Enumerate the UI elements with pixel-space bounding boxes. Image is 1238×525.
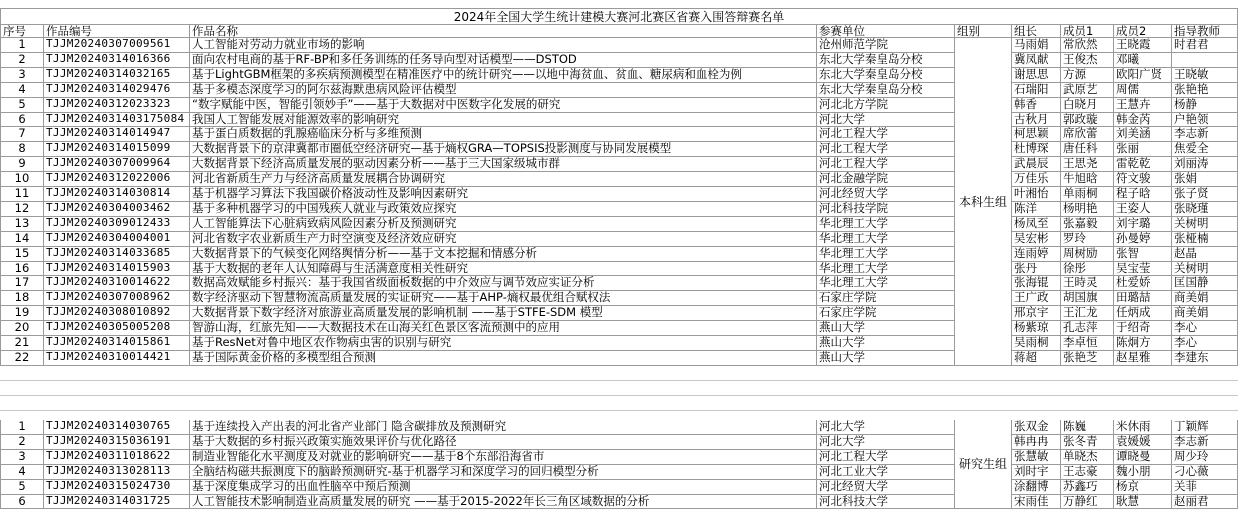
member1[interactable]: 常欣然 bbox=[1061, 38, 1114, 53]
work-id[interactable]: TJJM2024031403175084 bbox=[44, 113, 190, 127]
work-name[interactable]: “数字赋能中医，智能引领妙手”——基于大数据对中医数字化发展的研究 bbox=[190, 98, 817, 113]
member1[interactable]: 张艳芝 bbox=[1061, 351, 1114, 366]
leader[interactable]: 石瑞阳 bbox=[1012, 83, 1061, 98]
member1[interactable]: 牛旭晗 bbox=[1061, 172, 1114, 187]
member1[interactable]: 方源 bbox=[1061, 68, 1114, 83]
row-index[interactable]: 9 bbox=[0, 157, 44, 172]
member2[interactable]: 陈炯方 bbox=[1114, 336, 1172, 351]
row-index[interactable]: 6 bbox=[0, 113, 44, 127]
advisor[interactable]: 张桠楠 bbox=[1172, 232, 1238, 247]
header-work-name[interactable]: 作品名称 bbox=[190, 25, 817, 38]
unit[interactable]: 河北工业大学 bbox=[817, 465, 955, 480]
member2[interactable]: 符文骏 bbox=[1114, 172, 1172, 187]
work-id[interactable]: TJJM20240314031725 bbox=[44, 495, 190, 509]
row-index[interactable]: 4 bbox=[0, 83, 44, 98]
advisor[interactable]: 商美娟 bbox=[1172, 291, 1238, 306]
leader[interactable]: 吴雨桐 bbox=[1012, 336, 1061, 351]
row-index[interactable]: 3 bbox=[0, 450, 44, 465]
member2[interactable]: 王晓霞 bbox=[1114, 38, 1172, 53]
work-id[interactable]: TJJM20240312023323 bbox=[44, 98, 190, 113]
row-index[interactable]: 10 bbox=[0, 172, 44, 187]
work-name[interactable]: 人工智能对劳动力就业市场的影响 bbox=[190, 38, 817, 53]
unit[interactable]: 华北理工大学 bbox=[817, 217, 955, 232]
member2[interactable]: 袁媛媛 bbox=[1114, 435, 1172, 450]
advisor[interactable]: 商美娟 bbox=[1172, 306, 1238, 321]
leader[interactable]: 谢思思 bbox=[1012, 68, 1061, 83]
unit[interactable]: 河北工程大学 bbox=[817, 450, 955, 465]
member2[interactable]: 雷乾乾 bbox=[1114, 157, 1172, 172]
work-id[interactable]: TJJM20240314029476 bbox=[44, 83, 190, 98]
unit[interactable]: 河北北方学院 bbox=[817, 98, 955, 113]
work-id[interactable]: TJJM20240307009964 bbox=[44, 157, 190, 172]
unit[interactable]: 华北理工大学 bbox=[817, 262, 955, 276]
member2[interactable]: 张丽 bbox=[1114, 142, 1172, 157]
work-id[interactable]: TJJM20240315024730 bbox=[44, 480, 190, 495]
work-name[interactable]: 全脑结构磁共振测度下的脑龄预测研究-基于机器学习和深度学习的回归模型分析 bbox=[190, 465, 817, 480]
advisor[interactable]: 焦爱全 bbox=[1172, 142, 1238, 157]
member2[interactable]: 王慧卉 bbox=[1114, 98, 1172, 113]
advisor[interactable]: 李建东 bbox=[1172, 351, 1238, 366]
row-index[interactable]: 8 bbox=[0, 142, 44, 157]
member1[interactable]: 胡国旗 bbox=[1061, 291, 1114, 306]
row-index[interactable]: 15 bbox=[0, 247, 44, 262]
unit[interactable]: 河北工程大学 bbox=[817, 142, 955, 157]
leader[interactable]: 蒋超 bbox=[1012, 351, 1061, 366]
advisor[interactable]: 李心 bbox=[1172, 336, 1238, 351]
row-index[interactable]: 19 bbox=[0, 306, 44, 321]
member1[interactable]: 单晓杰 bbox=[1061, 450, 1114, 465]
header-work-id[interactable]: 作品编号 bbox=[44, 25, 190, 38]
row-index[interactable]: 18 bbox=[0, 291, 44, 306]
empty-row bbox=[0, 366, 1238, 381]
member1[interactable]: 徐彤 bbox=[1061, 262, 1114, 276]
advisor[interactable]: 张艳艳 bbox=[1172, 83, 1238, 98]
member1[interactable]: 王志豪 bbox=[1061, 465, 1114, 480]
work-id[interactable]: TJJM20240309012433 bbox=[44, 217, 190, 232]
header-group[interactable]: 组别 bbox=[955, 25, 1012, 38]
member2[interactable]: 于绍奇 bbox=[1114, 321, 1172, 336]
row-index[interactable]: 6 bbox=[0, 495, 44, 509]
sheet-title[interactable]: 2024年全国大学生统计建模大赛河北赛区省赛入围答辩赛名单 bbox=[0, 8, 1238, 25]
leader[interactable]: 陈洋 bbox=[1012, 202, 1061, 217]
advisor[interactable]: 匡国静 bbox=[1172, 276, 1238, 291]
member2[interactable]: 耿慧 bbox=[1114, 495, 1172, 509]
leader[interactable]: 韩香 bbox=[1012, 98, 1061, 113]
row-index[interactable]: 5 bbox=[0, 98, 44, 113]
leader[interactable]: 韩冉冉 bbox=[1012, 435, 1061, 450]
advisor[interactable]: 李心 bbox=[1172, 321, 1238, 336]
header-unit[interactable]: 参赛单位 bbox=[817, 25, 955, 38]
member1[interactable]: 武原艺 bbox=[1061, 83, 1114, 98]
advisor[interactable]: 周少玲 bbox=[1172, 450, 1238, 465]
member2[interactable]: 刘美涵 bbox=[1114, 127, 1172, 142]
member2[interactable]: 欧阳广贤 bbox=[1114, 68, 1172, 83]
work-id[interactable]: TJJM20240314032165 bbox=[44, 68, 190, 83]
work-id[interactable]: TJJM20240314033685 bbox=[44, 247, 190, 262]
advisor[interactable]: 张子贤 bbox=[1172, 187, 1238, 202]
member2[interactable]: 魏小朋 bbox=[1114, 465, 1172, 480]
header-member2[interactable]: 成员2 bbox=[1114, 25, 1172, 38]
unit[interactable]: 石家庄学院 bbox=[817, 306, 955, 321]
advisor[interactable]: 关树明 bbox=[1172, 262, 1238, 276]
work-name[interactable]: 基于蛋白质数据的乳腺癌临床分析与多维预测 bbox=[190, 127, 817, 142]
leader[interactable]: 杨凤至 bbox=[1012, 217, 1061, 232]
member1[interactable]: 郭政璇 bbox=[1061, 113, 1114, 127]
unit[interactable]: 东北大学秦皇岛分校 bbox=[817, 68, 955, 83]
unit[interactable]: 河北经贸大学 bbox=[817, 187, 955, 202]
member1[interactable]: 苏鑫巧 bbox=[1061, 480, 1114, 495]
work-name[interactable]: 面向农村电商的基于RF-BP和多任务训练的任务导向型对话模型——DSTOD bbox=[190, 53, 817, 68]
advisor[interactable]: 李志新 bbox=[1172, 435, 1238, 450]
work-name[interactable]: 人工智能技术影响制造业高质量发展的研究 ——基于2015-2022年长三角区域数据的分析 bbox=[190, 495, 817, 509]
row-index[interactable]: 11 bbox=[0, 187, 44, 202]
work-id[interactable]: TJJM20240312022006 bbox=[44, 172, 190, 187]
leader[interactable]: 邢京宇 bbox=[1012, 306, 1061, 321]
member1[interactable]: 白晓月 bbox=[1061, 98, 1114, 113]
unit[interactable]: 河北大学 bbox=[817, 420, 955, 435]
advisor[interactable]: 赵丽君 bbox=[1172, 495, 1238, 509]
row-index[interactable]: 3 bbox=[0, 68, 44, 83]
member2[interactable]: 刘宇璐 bbox=[1114, 217, 1172, 232]
row-index[interactable]: 5 bbox=[0, 480, 44, 495]
work-id[interactable]: TJJM20240310014622 bbox=[44, 276, 190, 291]
unit[interactable]: 东北大学秦皇岛分校 bbox=[817, 53, 955, 68]
member2[interactable]: 杨京 bbox=[1114, 480, 1172, 495]
work-id[interactable]: TJJM20240304003462 bbox=[44, 202, 190, 217]
row-index[interactable]: 12 bbox=[0, 202, 44, 217]
member1[interactable]: 张冬青 bbox=[1061, 435, 1114, 450]
member2[interactable]: 程子晗 bbox=[1114, 187, 1172, 202]
leader[interactable]: 冀凤献 bbox=[1012, 53, 1061, 68]
member1[interactable]: 王俊杰 bbox=[1061, 53, 1114, 68]
leader[interactable]: 连雨婷 bbox=[1012, 247, 1061, 262]
advisor[interactable]: 赵晶 bbox=[1172, 247, 1238, 262]
member2[interactable]: 邓曦 bbox=[1114, 53, 1172, 68]
work-id[interactable]: TJJM20240311018622 bbox=[44, 450, 190, 465]
advisor[interactable]: 王晓敏 bbox=[1172, 68, 1238, 83]
work-name[interactable]: 大数据背景下的气候变化网络舆情分析——基于文本挖掘和情感分析 bbox=[190, 247, 817, 262]
work-name[interactable]: 基于深度集成学习的出血性脑卒中预后预测 bbox=[190, 480, 817, 495]
member2[interactable]: 赵星雅 bbox=[1114, 351, 1172, 366]
unit[interactable]: 河北金融学院 bbox=[817, 172, 955, 187]
row-index[interactable]: 20 bbox=[0, 321, 44, 336]
advisor[interactable]: 时君君 bbox=[1172, 38, 1238, 53]
row-index[interactable]: 13 bbox=[0, 217, 44, 232]
advisor[interactable]: 刁心薇 bbox=[1172, 465, 1238, 480]
advisor[interactable]: 关树明 bbox=[1172, 217, 1238, 232]
member1[interactable]: 杨明艳 bbox=[1061, 202, 1114, 217]
advisor[interactable]: 刘丽涛 bbox=[1172, 157, 1238, 172]
unit[interactable]: 沧州师范学院 bbox=[817, 38, 955, 53]
row-index[interactable]: 16 bbox=[0, 262, 44, 276]
row-index[interactable]: 1 bbox=[0, 420, 44, 435]
unit[interactable]: 河北科技大学 bbox=[817, 495, 955, 509]
empty-row bbox=[0, 396, 1238, 411]
advisor[interactable] bbox=[1172, 53, 1238, 68]
group-name-1[interactable]: 研究生组 bbox=[955, 420, 1012, 509]
member2[interactable]: 周儒 bbox=[1114, 83, 1172, 98]
row-index[interactable]: 21 bbox=[0, 336, 44, 351]
work-name[interactable]: 大数据背景下数字经济对旅游业高质量发展的影响机制 ——基于STFE-SDM 模型 bbox=[190, 306, 817, 321]
work-id[interactable]: TJJM20240314014947 bbox=[44, 127, 190, 142]
member1[interactable]: 陈巍 bbox=[1061, 420, 1114, 435]
work-id[interactable]: TJJM20240314030814 bbox=[44, 187, 190, 202]
leader[interactable]: 吴宏彬 bbox=[1012, 232, 1061, 247]
work-id[interactable]: TJJM20240314015861 bbox=[44, 336, 190, 351]
work-name[interactable]: 基于大数据的老年人认知障碍与生活满意度相关性研究 bbox=[190, 262, 817, 276]
member1[interactable]: 席欣蕾 bbox=[1061, 127, 1114, 142]
unit[interactable]: 东北大学秦皇岛分校 bbox=[817, 83, 955, 98]
work-id[interactable]: TJJM20240315036191 bbox=[44, 435, 190, 450]
advisor[interactable]: 关菲 bbox=[1172, 480, 1238, 495]
header-index[interactable]: 序号 bbox=[0, 25, 44, 38]
member1[interactable]: 王汇龙 bbox=[1061, 306, 1114, 321]
row-index[interactable]: 17 bbox=[0, 276, 44, 291]
work-name[interactable]: 基于连续投入产出表的河北省产业部门 隐含碳排放及预测研究 bbox=[190, 420, 817, 435]
member1[interactable]: 王時灵 bbox=[1061, 276, 1114, 291]
work-name[interactable]: 河北省新质生产力与经济高质量发展耦合协调研究 bbox=[190, 172, 817, 187]
unit[interactable]: 燕山大学 bbox=[817, 321, 955, 336]
unit[interactable]: 燕山大学 bbox=[817, 336, 955, 351]
work-name[interactable]: 基于国际黄金价格的多模型组合预测 bbox=[190, 351, 817, 366]
member2[interactable]: 谭晓曼 bbox=[1114, 450, 1172, 465]
leader[interactable]: 张慧敏 bbox=[1012, 450, 1061, 465]
leader[interactable]: 张海锟 bbox=[1012, 276, 1061, 291]
member2[interactable]: 孙曼婷 bbox=[1114, 232, 1172, 247]
work-id[interactable]: TJJM20240314015903 bbox=[44, 262, 190, 276]
member1[interactable]: 单雨桐 bbox=[1061, 187, 1114, 202]
leader[interactable]: 宋雨佳 bbox=[1012, 495, 1061, 509]
member1[interactable]: 唐任科 bbox=[1061, 142, 1114, 157]
advisor[interactable]: 李志新 bbox=[1172, 127, 1238, 142]
advisor[interactable]: 张晓瑾 bbox=[1172, 202, 1238, 217]
unit[interactable]: 华北理工大学 bbox=[817, 247, 955, 262]
work-name[interactable]: 基于机器学习算法下我国碳价格波动性及影响因素研究 bbox=[190, 187, 817, 202]
leader[interactable]: 杨紫琼 bbox=[1012, 321, 1061, 336]
unit[interactable]: 河北科技学院 bbox=[817, 202, 955, 217]
leader[interactable]: 刘时宇 bbox=[1012, 465, 1061, 480]
row-index[interactable]: 4 bbox=[0, 465, 44, 480]
work-id[interactable]: TJJM20240308010892 bbox=[44, 306, 190, 321]
work-id[interactable]: TJJM20240307009561 bbox=[44, 38, 190, 53]
unit[interactable]: 石家庄学院 bbox=[817, 291, 955, 306]
unit[interactable]: 河北经贸大学 bbox=[817, 480, 955, 495]
leader[interactable]: 叶湘怡 bbox=[1012, 187, 1061, 202]
work-name[interactable]: 基于LightGBM框架的多疾病预测模型在精准医疗中的统计研究——以地中海贫血、贫血、糖尿病和血栓为例 bbox=[190, 68, 817, 83]
row-index[interactable]: 7 bbox=[0, 127, 44, 142]
member2[interactable]: 田璐喆 bbox=[1114, 291, 1172, 306]
work-id[interactable]: TJJM20240307008962 bbox=[44, 291, 190, 306]
advisor[interactable]: 户艳领 bbox=[1172, 113, 1238, 127]
leader[interactable]: 柯思颖 bbox=[1012, 127, 1061, 142]
leader[interactable]: 涂翻博 bbox=[1012, 480, 1061, 495]
advisor[interactable]: 杨静 bbox=[1172, 98, 1238, 113]
work-name[interactable]: 基于多种机器学习的中国残疾人就业与政策效应探究 bbox=[190, 202, 817, 217]
work-name[interactable]: 河北省数字农业新质生产力时空演变及经济效应研究 bbox=[190, 232, 817, 247]
group-name-0[interactable]: 本科生组 bbox=[955, 38, 1012, 366]
header-advisor[interactable]: 指导教师 bbox=[1172, 25, 1238, 38]
leader[interactable]: 张丹 bbox=[1012, 262, 1061, 276]
work-name[interactable]: 我国人工智能发展对能源效率的影响研究 bbox=[190, 113, 817, 127]
row-index[interactable]: 1 bbox=[0, 38, 44, 53]
member2[interactable]: 杜爱娇 bbox=[1114, 276, 1172, 291]
member1[interactable]: 孔志萍 bbox=[1061, 321, 1114, 336]
work-name[interactable]: 数字经济驱动下智慧物流高质量发展的实证研究——基于AHP-熵权最优组合赋权法 bbox=[190, 291, 817, 306]
work-id[interactable]: TJJM20240313028113 bbox=[44, 465, 190, 480]
work-id[interactable]: TJJM20240310014421 bbox=[44, 351, 190, 366]
member2[interactable]: 张智 bbox=[1114, 247, 1172, 262]
member1[interactable]: 万静红 bbox=[1061, 495, 1114, 509]
leader[interactable]: 张双金 bbox=[1012, 420, 1061, 435]
row-index[interactable]: 2 bbox=[0, 435, 44, 450]
header-member1[interactable]: 成员1 bbox=[1061, 25, 1114, 38]
member1[interactable]: 周树励 bbox=[1061, 247, 1114, 262]
member2[interactable]: 吴宝莹 bbox=[1114, 262, 1172, 276]
unit[interactable]: 河北工程大学 bbox=[817, 127, 955, 142]
empty-row bbox=[0, 381, 1238, 396]
member2[interactable]: 米休雨 bbox=[1114, 420, 1172, 435]
leader[interactable]: 马雨娟 bbox=[1012, 38, 1061, 53]
unit[interactable]: 河北大学 bbox=[817, 113, 955, 127]
row-index[interactable]: 14 bbox=[0, 232, 44, 247]
row-index[interactable]: 22 bbox=[0, 351, 44, 366]
advisor[interactable]: 张娟 bbox=[1172, 172, 1238, 187]
work-name[interactable]: 大数据背景下经济高质量发展的驱动因素分析——基于三大国家级城市群 bbox=[190, 157, 817, 172]
leader[interactable]: 古秋月 bbox=[1012, 113, 1061, 127]
unit[interactable]: 河北大学 bbox=[817, 435, 955, 450]
header-leader[interactable]: 组长 bbox=[1012, 25, 1061, 38]
work-id[interactable]: TJJM20240304004001 bbox=[44, 232, 190, 247]
leader[interactable]: 万佳乐 bbox=[1012, 172, 1061, 187]
work-id[interactable]: TJJM20240314030765 bbox=[44, 420, 190, 435]
member2[interactable]: 任炳成 bbox=[1114, 306, 1172, 321]
unit[interactable]: 华北理工大学 bbox=[817, 276, 955, 291]
advisor[interactable]: 丁颖辉 bbox=[1172, 420, 1238, 435]
leader[interactable]: 杜博琛 bbox=[1012, 142, 1061, 157]
work-name[interactable]: 基于ResNet对鲁中地区农作物病虫害的识别与研究 bbox=[190, 336, 817, 351]
work-name[interactable]: 数据高效赋能乡村振兴：基于我国省级面板数据的中介效应与调节效应实证分析 bbox=[190, 276, 817, 291]
work-name[interactable]: 制造业智能化水平测度及对就业的影响研究——基于8个东部沿海省市 bbox=[190, 450, 817, 465]
work-id[interactable]: TJJM20240314016366 bbox=[44, 53, 190, 68]
member2[interactable]: 王姿人 bbox=[1114, 202, 1172, 217]
work-name[interactable]: 基于大数据的乡村振兴政策实施效果评价与优化路径 bbox=[190, 435, 817, 450]
unit[interactable]: 燕山大学 bbox=[817, 351, 955, 366]
member2[interactable]: 韩金芮 bbox=[1114, 113, 1172, 127]
work-name[interactable]: 人工智能算法下心脏病致病风险因素分析及预测研究 bbox=[190, 217, 817, 232]
leader[interactable]: 武晨辰 bbox=[1012, 157, 1061, 172]
member1[interactable]: 罗玲 bbox=[1061, 232, 1114, 247]
member1[interactable]: 张嘉毅 bbox=[1061, 217, 1114, 232]
leader[interactable]: 王广政 bbox=[1012, 291, 1061, 306]
work-id[interactable]: TJJM20240314015099 bbox=[44, 142, 190, 157]
work-name[interactable]: 智游山海，红旅先知——大数据技术在山海关红色景区客流预测中的应用 bbox=[190, 321, 817, 336]
unit[interactable]: 华北理工大学 bbox=[817, 232, 955, 247]
unit[interactable]: 河北工程大学 bbox=[817, 157, 955, 172]
member1[interactable]: 李卓恒 bbox=[1061, 336, 1114, 351]
work-name[interactable]: 大数据背景下的京津冀都市圈低空经济研究—基于熵权GRA—TOPSIS投影测度与协同发展模型 bbox=[190, 142, 817, 157]
row-index[interactable]: 2 bbox=[0, 53, 44, 68]
member1[interactable]: 王思尧 bbox=[1061, 157, 1114, 172]
work-name[interactable]: 基于多模态深度学习的阿尔兹海默患病风险评估模型 bbox=[190, 83, 817, 98]
work-id[interactable]: TJJM20240305005208 bbox=[44, 321, 190, 336]
